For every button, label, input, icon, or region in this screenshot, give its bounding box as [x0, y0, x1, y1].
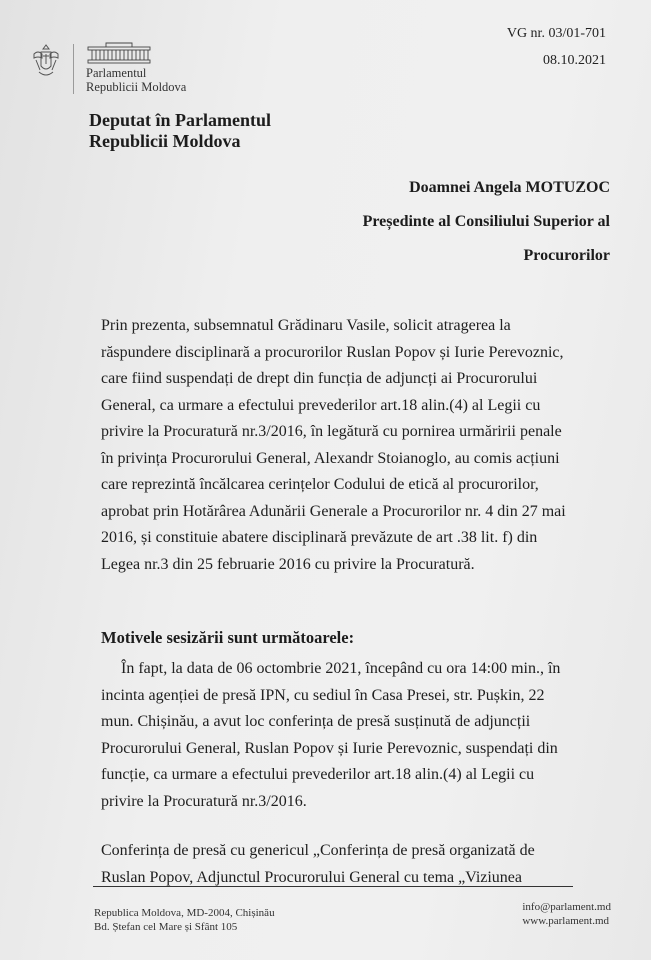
text-line: privire la Procuratură nr.3/2016. — [101, 792, 307, 810]
text-line: aprobat prin Hotărârea Adunării Generale a Procurorilor nr. 4 din 27 mai — [101, 502, 566, 520]
text-line: Ruslan Popov, Adjunctul Procurorului General cu tema „Viziunea — [101, 868, 523, 886]
addressee-line-1: Doamnei Angela MOTUZOC — [409, 179, 610, 196]
text-line: răspundere disciplinară a procurorilor Ruslan Popov și Iurie Perevoznic, — [101, 343, 564, 361]
footer-website: www.parlament.md — [522, 915, 610, 927]
parliament-building-icon — [86, 41, 152, 65]
sender-block — [89, 110, 271, 152]
paragraph-conference — [101, 838, 615, 891]
header-divider — [73, 44, 74, 94]
text-line: incinta agenției de presă IPN, cu sediul în Casa Presei, str. Pușkin, 22 — [101, 686, 545, 704]
paragraph-request — [101, 313, 615, 578]
text-line: General, ca urmare a efectului prevederilor art.18 alin.(4) al Legii cu — [101, 396, 541, 414]
footer-email: info@parlament.md — [522, 901, 611, 913]
text-line: Conferința de presă cu genericul „Conferința de presă organizată de — [101, 842, 535, 859]
text-line: În fapt, la data de 06 octombrie 2021, începând cu ora 14:00 min., în — [121, 660, 561, 677]
motives-heading: Motivele sesizării sunt următoarele: — [101, 628, 355, 647]
footer-address — [94, 906, 275, 934]
text-line: în privința Procurorului General, Alexandr Stoianoglo, au comis acțiuni — [101, 449, 560, 467]
institution-line-1: Parlamentul — [86, 66, 147, 80]
sender-line-2: Republicii Moldova — [89, 131, 241, 151]
coat-of-arms-icon — [30, 42, 62, 82]
footer-contact — [522, 900, 611, 928]
text-line: mun. Chișinău, a avut loc conferința de presă susținută de adjuncții — [101, 713, 531, 730]
text-line: privire la Procuratură nr.3/2016, în legătură cu pornirea urmăririi penale — [101, 423, 562, 440]
paragraph-facts — [101, 656, 615, 815]
institution-name — [86, 66, 186, 94]
registration-date: 08.10.2021 — [543, 53, 606, 68]
registration-number: VG nr. 03/01-701 — [506, 26, 606, 41]
footer-address-line-1: Republica Moldova, MD-2004, Chișinău — [94, 907, 275, 919]
text-line: Legea nr.3 din 25 februarie 2016 cu privire la Procuratură. — [101, 555, 475, 573]
text-line: funcție, ca urmare a efectului prevederilor art.18 alin.(4) al Legii cu — [101, 766, 535, 783]
footer-divider — [93, 886, 573, 887]
addressee-line-2: Președinte al Consiliului Superior al — [362, 213, 610, 230]
institution-line-2: Republicii Moldova — [86, 80, 187, 94]
text-line: care fiind suspendați de drept din funcția de adjuncți ai Procurorului — [101, 370, 538, 387]
text-line: Procurorului General, Ruslan Popov și Iurie Perevoznic, suspendați din — [101, 739, 558, 757]
text-line: 2016, și constituie abatere disciplinară prevăzute de art .38 lit. f) din — [101, 529, 538, 546]
footer-address-line-2: Bd. Ștefan cel Mare și Sfânt 105 — [94, 921, 238, 933]
sender-line-1: Deputat în Parlamentul — [89, 110, 271, 130]
text-line: care reprezintă încălcarea cerințelor Codului de etică al procurorilor, — [101, 476, 539, 493]
addressee-line-3: Procurorilor — [523, 247, 610, 264]
text-line: Prin prezenta, subsemnatul Grădinaru Vasile, solicit atragerea la — [101, 317, 511, 334]
